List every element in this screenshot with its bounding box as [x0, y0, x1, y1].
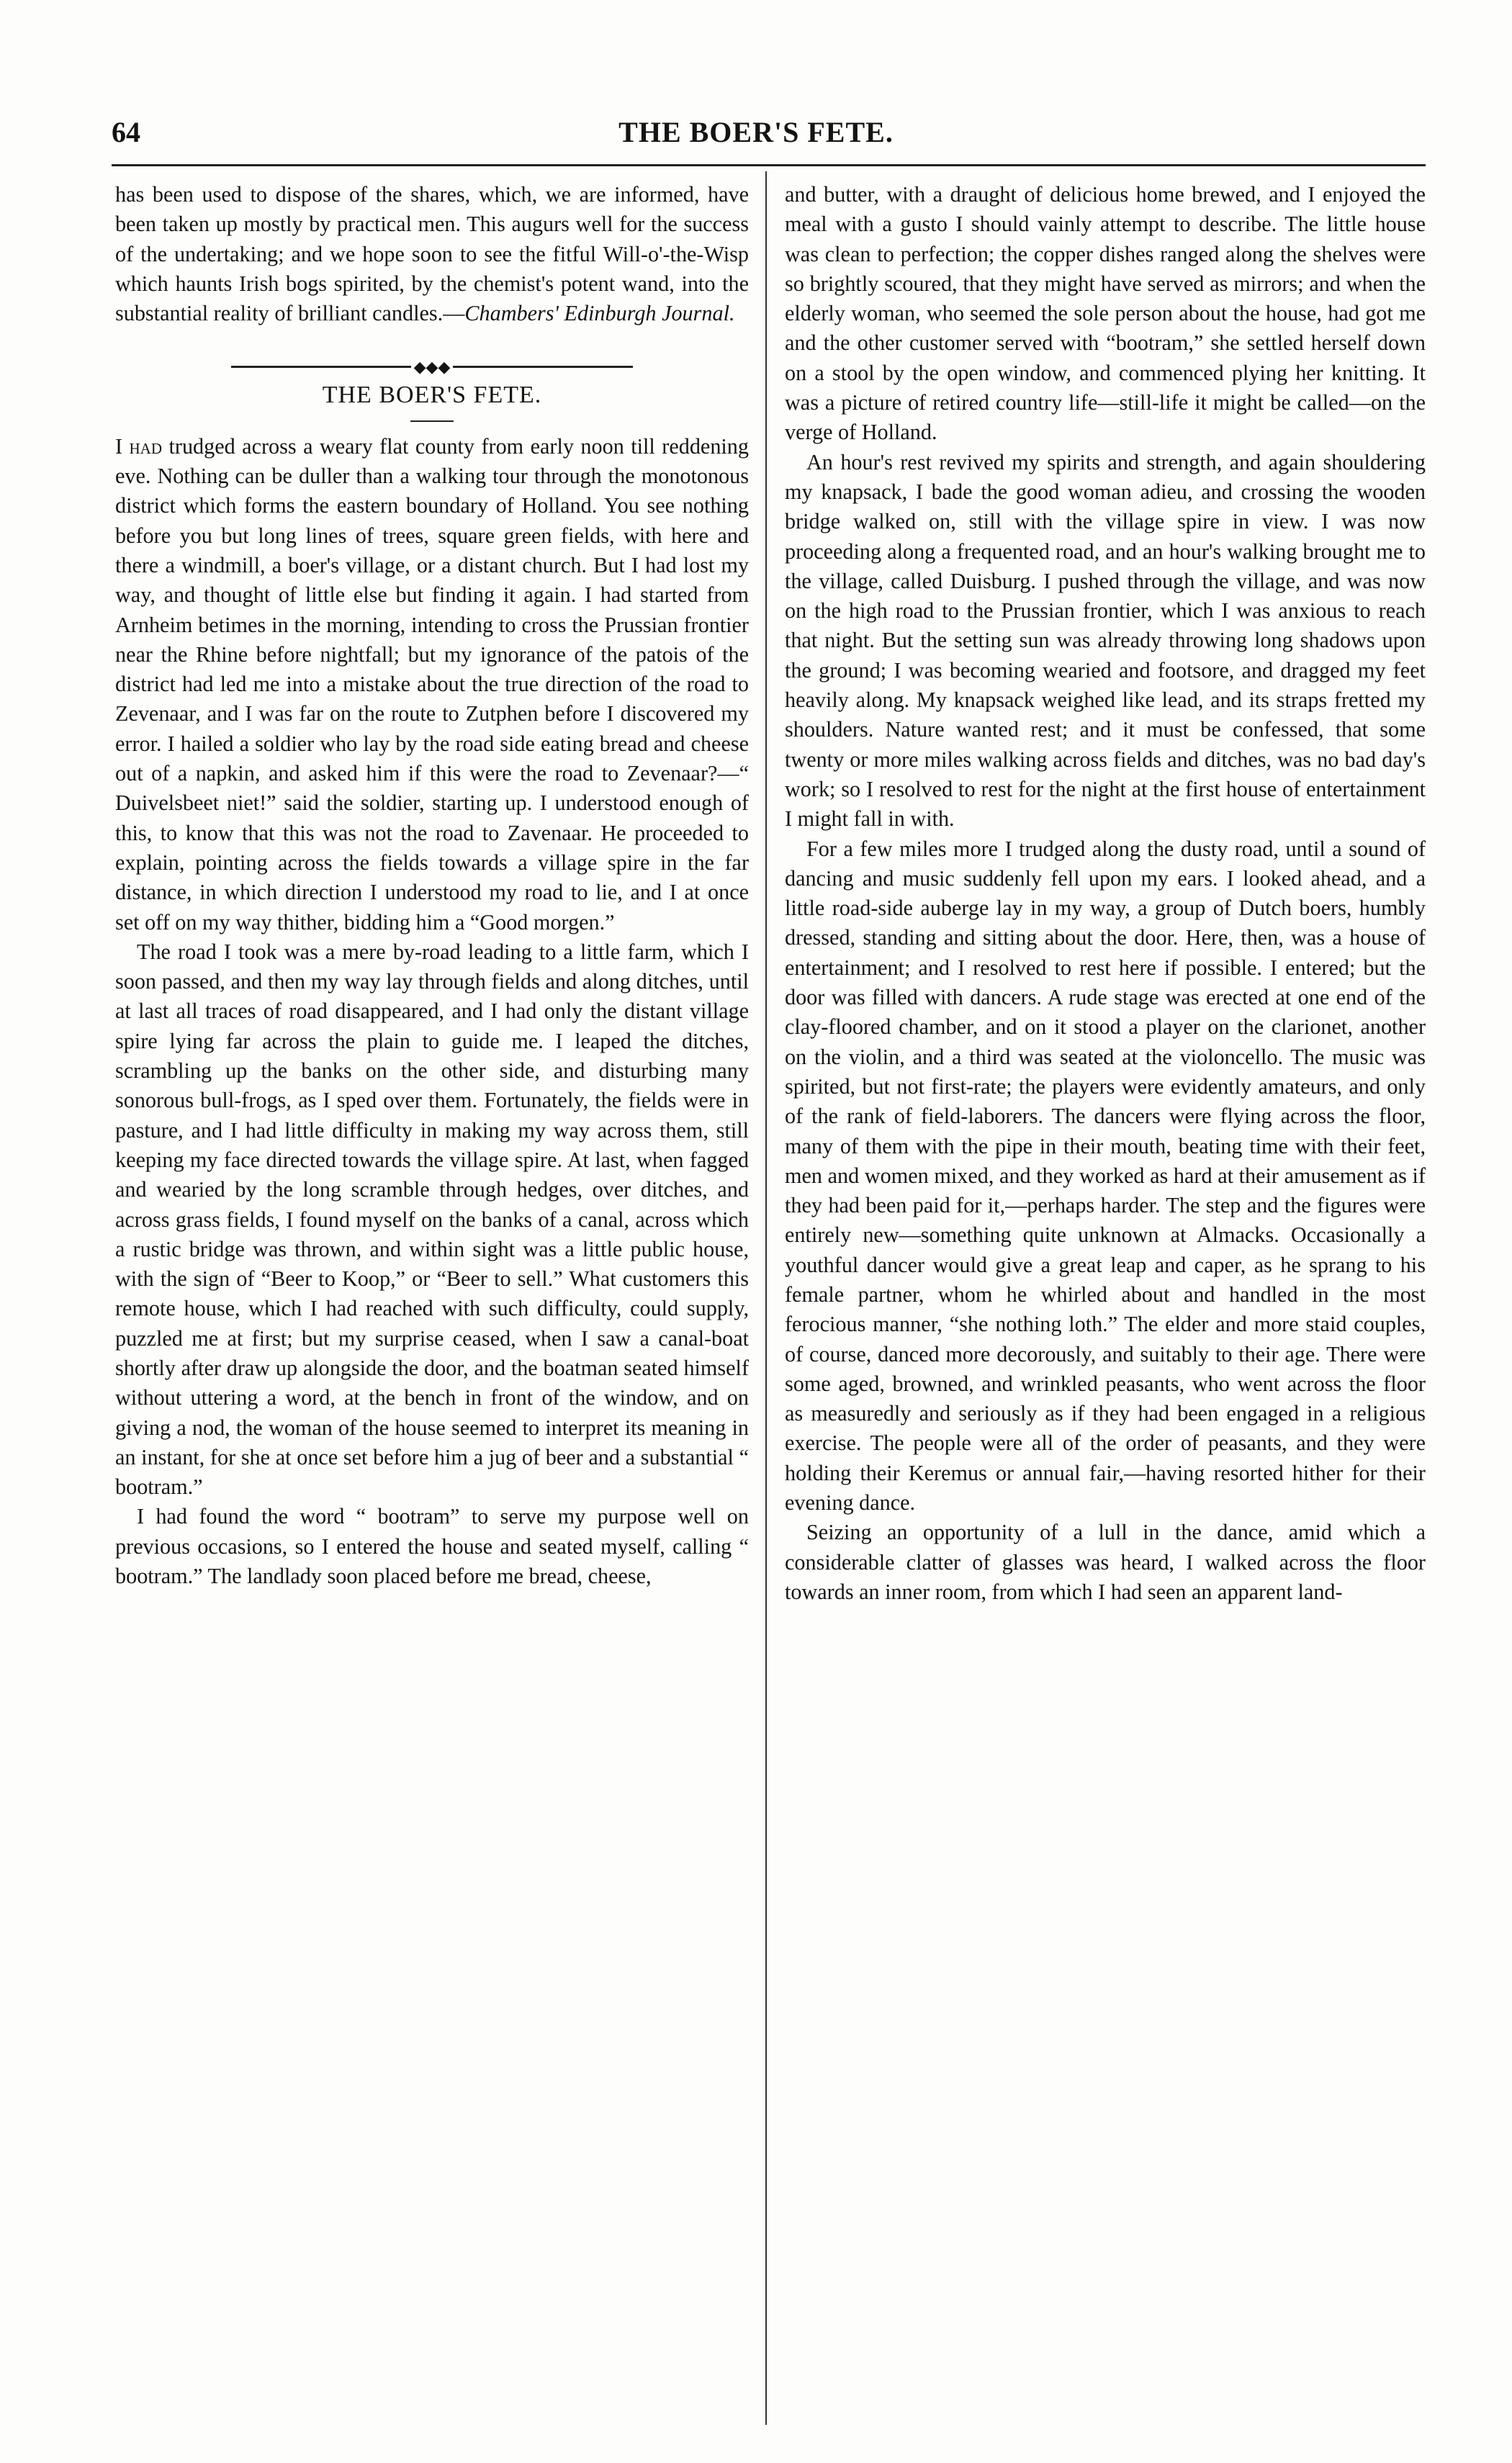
- article-paragraph-7: Seizing an opportunity of a lull in the dance, amid which a considerable clatter of glasses was heard, I walked across the floor towards an inner room, from which I had seen an apparent land-: [785, 1520, 1426, 1604]
- article-paragraph-5: An hour's rest revived my spirits and strength, and again shouldering my knapsack, I bade the good woman adieu, and crossing the wooden bridge walked on, still with the village spire in view. I was now proceeding along a frequented road, and an hour's walking brought me to the village, called Duisburg. I pushed through the village, and was now on the high road to the Prussian frontier, which I was anxious to reach that night. But the setting sun was already throwing long shadows upon the ground; I was becoming wearied and footsore, and dragged my feet heavily along. My knapsack weighed like lead, and its straps fretted my shoulders. Nature wanted rest; and it must be confessed, that some twenty or more miles walking across fields and ditches, was no bad day's work; so I resolved to rest for the night at the first house of entertainment I might fall in with.: [785, 449, 1426, 832]
- right-column: [785, 180, 1426, 1607]
- running-title: THE BOER'S FETE.: [618, 116, 894, 148]
- previous-article-ending: [115, 180, 749, 328]
- article-paragraph-1: [115, 432, 749, 937]
- previous-article-text: has been used to dispose of the shares, which, we are informed, have been taken up mostly by practical men. This augurs well for the success of the undertaking; and we hope soon to see the fitful Will-o'-the-Wisp which haunts Irish bogs spirited, by the chemist's potent wand, into the substantial reality of brilliant candles.: [115, 182, 749, 326]
- ornament-rule-left: [231, 366, 411, 368]
- article-paragraph-4: and butter, with a draught of delicious home brewed, and I enjoyed the meal with a gusto I should vainly attempt to describe. The little house was clean to perfection; the copper dishes ranged along the shelves were so brightly scoured, that they might have served as mirrors; and when the elderly woman, who seemed the sole person about the house, had got me and the other customer served with “bootram,” she settled herself down on a stool by the open window, and commenced plying her knitting. It was a picture of retired country life—still-life it might be called—on the verge of Holland.: [785, 182, 1426, 445]
- article-paragraph-6: For a few miles more I trudged along the dusty road, until a sound of dancing and music suddenly fell upon my ears. I looked ahead, and a little road-side auberge lay in my way, a group of Dutch boers, humbly dressed, standing and sitting about the door. Here, then, was a house of entertainment; and I resolved to rest here if possible. I entered; but the door was filled with dancers. A rude stage was erected at one end of the clay-floored chamber, and on it stood a player on the clarionet, another on the violin, and a third was seated at the violoncello. The music was spirited, but not first-rate; the players were evidently amateurs, and only of the rank of field-laborers. The dancers were flying across the floor, many of them with the pipe in their mouth, beating time with their feet, men and women mixed, and they worked as hard at their amusement as if they had been paid for it,—perhaps harder. The step and the figures were entirely new—something quite unknown at Almacks. Occasionally a youthful dancer would give a great leap and caper, as he sprang to his female partner, whom he whirled about and handled in the most ferocious manner, “she nothing loth.” The elder and more staid couples, of course, danced more decorously, and suitably to their age. There were some aged, browned, and wrinkled peasants, who went across the floor as measuredly and seriously as if they had been engaged in a religious exercise. The people were all of the order of peasants, and they were holding their Keremus or annual fair,—having resorted hither for their evening dance.: [785, 836, 1426, 1516]
- column-divider: [765, 171, 767, 2425]
- article-paragraph-3: I had found the word “ bootram” to serve my purpose well on previous occasions, so I entered the house and seated myself, calling “ bootram.” The landlady soon placed before me bread, cheese,: [115, 1504, 749, 1589]
- article-title: THE BOER'S FETE.: [322, 382, 542, 409]
- opening-word: I had: [115, 433, 163, 459]
- ornament-diamonds-icon: ◆◆◆: [413, 357, 451, 376]
- source-dash: —: [443, 301, 465, 326]
- source-credit: Chambers' Edinburgh Journal.: [464, 301, 735, 326]
- left-column: [115, 180, 749, 1591]
- title-rule: [410, 420, 454, 422]
- paragraph-text: trudged across a weary flat county from early noon till reddening eve. Nothing can be duller than a walking tour through the monotonous district which forms the eastern boundary of Holland. You see nothing before you but long lines of trees, square green fields, with here and there a windmill, a boer's village, or a distant church. But I had lost my way, and thought of little else but finding it again. I had started from Arnheim betimes in the morning, intending to cross the Prussian frontier near the Rhine before nightfall; but my ignorance of the patois of the district had led me into a mistake about the true direction of the road to Zevenaar, and I was far on the route to Zutphen before I discovered my error. I hailed a soldier who lay by the road side eating bread and cheese out of a napkin, and asked him if this were the road to Zevenaar?—“ Duivelsbeet niet!” said the soldier, starting up. I understood enough of this, to know that this was not the road to Zavenaar. He proceeded to explain, pointing across the fields towards a village spire in the far distance, in which direction I understood my road to lie, and I at once set off on my way thither, bidding him a “Good morgen.”: [115, 433, 749, 935]
- header-rule: [112, 164, 1426, 166]
- page-number: 64: [112, 116, 140, 148]
- page-header: [0, 115, 1512, 158]
- section-ornament: [115, 350, 749, 376]
- ornament-rule-right: [453, 366, 633, 368]
- article-paragraph-2: The road I took was a mere by-road leading to a little farm, which I soon passed, and then my way lay through fields and along ditches, until at last all traces of road disappeared, and I had only the distant village spire lying far across the plain to guide me. I leaped the ditches, scrambling up the banks on the other side, and disturbing many sonorous bull-frogs, as I sped over them. Fortunately, the fields were in pasture, and I had little difficulty in making my way across them, still keeping my face directed towards the village spire. At last, when fagged and wearied by the long scramble through hedges, over ditches, and across grass fields, I found myself on the banks of a canal, across which a rustic bridge was thrown, and within sight was a little public house, with the sign of “Beer to Koop,” or “Beer to sell.” What customers this remote house, which I had reached with such difficulty, could supply, puzzled me at first; but my surprise ceased, when I saw a canal-boat shortly after draw up alongside the door, and the boatman seated himself without uttering a word, at the bench in front of the window, and on giving a nod, the woman of the house seemed to interpret its meaning in an instant, for she at once set before him a jug of beer and a substantial “ bootram.”: [115, 939, 749, 1500]
